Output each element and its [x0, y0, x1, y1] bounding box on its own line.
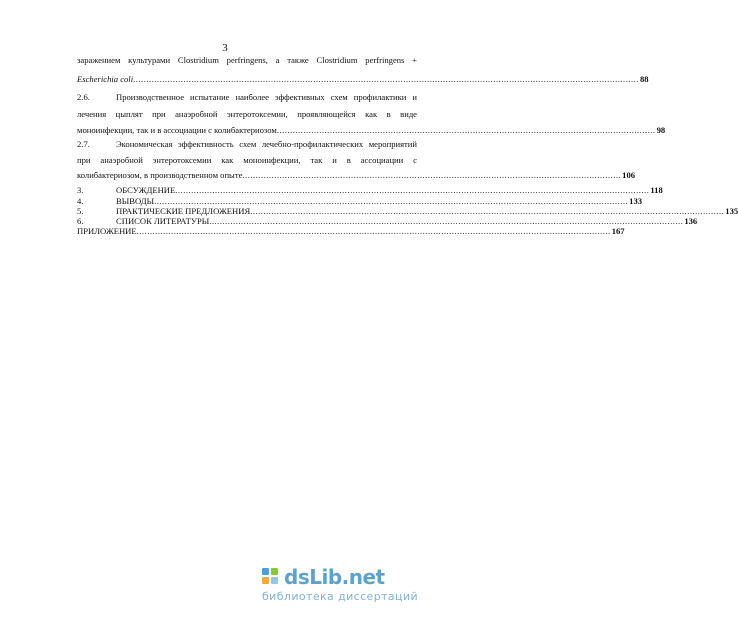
toc-appendix-title: ПРИЛОЖЕНИЕ: [77, 226, 137, 236]
toc-continuation-text: заражением культурами Clostridium perfringens, а также Clostridium perfringens +: [77, 55, 417, 65]
dslib-tagline: библиотека диссертаций: [262, 590, 419, 603]
toc-chapter-number: 4.: [77, 196, 84, 206]
leader-dots: ...................................................................................................................................................................................: [250, 206, 725, 216]
toc-chapter-title: ВЫВОДЫ: [116, 196, 155, 206]
leader-dots: ...............................................................................................................................................................................................: [133, 74, 639, 84]
dslib-logo-icon: [262, 568, 280, 586]
leader-dots: ...................................................................................................................................................................................: [136, 226, 611, 236]
dslib-logo: [262, 566, 442, 588]
dslib-brand: dsLib.net: [284, 565, 385, 589]
toc-chapter-number: 3.: [77, 185, 84, 195]
toc-entry-number: 2.7.: [77, 139, 90, 149]
toc-entry-2-6-line-3: [77, 125, 666, 136]
toc-continuation-line-2: [77, 74, 649, 85]
leader-dots: ...................................................................................................................................................................................: [175, 185, 650, 195]
toc-entry-2-7-line-2: [77, 155, 417, 166]
toc-entry-text: Производственное испытание наиболее эффективных схем профилактики и: [116, 92, 417, 102]
page-number: 3: [222, 42, 228, 54]
toc-entry-text: Экономическая эффективность схем лечебно-профилактических мероприятий: [116, 139, 417, 149]
toc-entry-text: лечения цыплят при анаэробной энтеротоксемии, проявляющейся как в виде: [77, 109, 417, 119]
toc-entry-2-7-line-3: [77, 170, 636, 181]
toc-page-ref: 98: [656, 125, 666, 135]
leader-dots: ...............................................................................................................................................: [242, 170, 622, 180]
toc-entry-2-6-line-1: [77, 92, 417, 103]
toc-entry-text: моноинфекции, так и в ассоциации с колибактериозом: [77, 125, 277, 135]
toc-page-ref: 135: [725, 206, 738, 216]
toc-continuation-italic: Escherichia coli: [77, 74, 134, 84]
toc-chapter-number: 5.: [77, 206, 84, 216]
toc-continuation-line: [77, 55, 417, 66]
toc-chapter-title: ПРАКТИЧЕСКИЕ ПРЕДЛОЖЕНИЯ: [116, 206, 251, 216]
toc-page-ref: 136: [684, 216, 698, 226]
leader-dots: ...............................................................................................................................................: [276, 125, 656, 135]
toc-appendix: [77, 226, 625, 237]
toc-entry-text: при анаэробной энтеротоксемии как моноинфекции, так и в ассоциации с: [77, 155, 417, 165]
toc-entry-2-6-line-2: [77, 109, 417, 120]
toc-chapter-number: 6.: [77, 216, 84, 226]
toc-entry-number: 2.6.: [77, 92, 90, 102]
toc-chapter-title: СПИСОК ЛИТЕРАТУРЫ: [116, 216, 210, 226]
toc-page-ref: 106: [622, 170, 636, 180]
toc-chapter-3: [77, 185, 663, 196]
toc-page-ref: 88: [639, 74, 649, 84]
toc-page-ref: 133: [629, 196, 643, 206]
toc-entry-2-7-line-1: [77, 139, 417, 150]
toc-chapter-title: ОБСУЖДЕНИЕ: [116, 185, 176, 195]
toc-page-ref: 167: [611, 226, 625, 236]
leader-dots: ...................................................................................................................................................................................: [154, 196, 629, 206]
toc-entry-text: колибактериозом, в производственном опыте: [77, 170, 243, 180]
toc-page-ref: 118: [650, 185, 663, 195]
leader-dots: ...................................................................................................................................................................................: [209, 216, 684, 226]
dslib-watermark: [262, 566, 442, 603]
